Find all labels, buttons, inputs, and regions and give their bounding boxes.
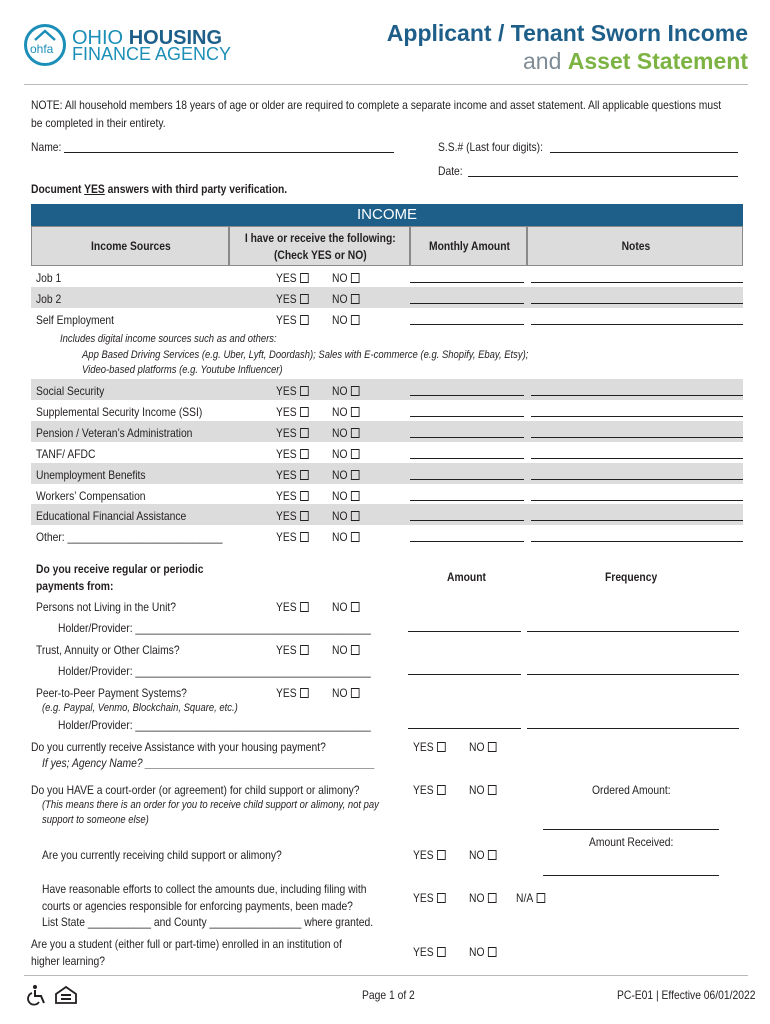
periodic-col-amount: Amount xyxy=(447,570,486,584)
checkbox[interactable] xyxy=(351,602,360,612)
periodic-row-no[interactable] xyxy=(332,600,360,614)
efforts-no[interactable]: NO xyxy=(469,891,497,905)
notes-field[interactable] xyxy=(531,416,743,417)
periodic-amount-field[interactable] xyxy=(408,631,521,632)
name-field[interactable] xyxy=(64,152,394,153)
page-title-line-1: Applicant / Tenant Sworn Income xyxy=(386,20,748,46)
income-row-yes[interactable] xyxy=(276,292,309,306)
notes-field[interactable] xyxy=(531,324,743,325)
student-yes[interactable]: YES xyxy=(413,945,446,959)
periodic-row-yes[interactable] xyxy=(276,600,309,614)
logo-ohio: OHIO xyxy=(72,27,124,49)
income-row-no[interactable] xyxy=(332,384,360,398)
income-source-label: Social Security xyxy=(36,384,105,398)
periodic-heading-2: payments from: xyxy=(36,579,114,593)
checkbox[interactable] xyxy=(300,428,309,438)
income-row-yes[interactable] xyxy=(276,447,309,461)
income-row-no[interactable] xyxy=(332,313,360,327)
court-question: Do you HAVE a court-order (or agreement) for child support or alimony? xyxy=(31,783,360,797)
income-row-no-label: NO xyxy=(332,404,348,419)
income-row-no-label: NO xyxy=(332,530,348,545)
income-row-no[interactable] xyxy=(332,426,360,440)
income-row-yes-label: YES xyxy=(276,384,297,398)
income-row-yes[interactable] xyxy=(276,405,309,419)
ohfa-logo-mark xyxy=(24,24,66,66)
checkbox[interactable] xyxy=(488,785,497,795)
checkbox[interactable] xyxy=(351,386,360,396)
periodic-amount-field[interactable] xyxy=(408,728,521,729)
ssn-field[interactable] xyxy=(550,152,738,153)
income-row-no-label: NO xyxy=(332,425,348,440)
doc-note-pre: Document xyxy=(31,182,82,196)
accessibility-icon xyxy=(26,984,48,1006)
receiving-question: Are you currently receiving child support or alimony? xyxy=(42,848,282,862)
periodic-frequency-field[interactable] xyxy=(527,728,739,729)
income-row-yes-label: YES xyxy=(276,312,297,327)
checkbox[interactable] xyxy=(300,645,309,655)
p2p-note: (e.g. Paypal, Venmo, Blockchain, Square, etc.) xyxy=(42,702,238,714)
checkbox[interactable] xyxy=(351,428,360,438)
court-no[interactable]: NO xyxy=(469,783,497,797)
checkbox[interactable] xyxy=(351,407,360,417)
monthly-amount-field[interactable] xyxy=(410,541,524,542)
doc-note-post: answers with third party verification. xyxy=(107,182,288,196)
checkbox[interactable] xyxy=(300,470,309,480)
income-source-label: Workers’ Compensation xyxy=(36,488,146,503)
notes-field[interactable] xyxy=(531,437,743,438)
document-note xyxy=(31,182,287,196)
checkbox[interactable] xyxy=(351,491,360,501)
notes-field[interactable] xyxy=(531,395,743,396)
income-row-no[interactable] xyxy=(332,530,360,544)
logo-housing: HOUSING xyxy=(128,27,223,49)
amount-received-field[interactable] xyxy=(543,875,719,876)
income-source-label: TANF/ AFDC xyxy=(36,446,96,461)
col-have-label-2: (Check YES or NO) xyxy=(273,248,367,262)
income-source-label: Job 2 xyxy=(36,291,62,306)
income-row-yes-label: YES xyxy=(276,291,297,306)
income-source-label: Unemployment Benefits xyxy=(36,467,146,482)
checkbox[interactable] xyxy=(300,273,309,283)
notes-field[interactable] xyxy=(531,541,743,542)
income-row-yes-label: YES xyxy=(276,530,297,545)
student-no[interactable]: NO xyxy=(469,945,497,959)
checkbox[interactable] xyxy=(351,645,360,655)
checkbox[interactable] xyxy=(300,386,309,396)
doc-note-yes: YES xyxy=(84,182,105,196)
income-row-no-label: NO xyxy=(332,312,348,327)
amount-received-label: Amount Received: xyxy=(589,835,674,849)
assist-question: Do you currently receive Assistance with your housing payment? xyxy=(31,740,326,754)
income-row-no[interactable] xyxy=(332,468,360,482)
col-notes-label: Notes xyxy=(621,239,651,253)
receiving-yes[interactable]: YES xyxy=(413,848,446,862)
income-row-yes-label: YES xyxy=(276,488,297,503)
income-row-yes[interactable] xyxy=(276,271,309,285)
income-row-yes[interactable] xyxy=(276,468,309,482)
checkbox[interactable] xyxy=(351,449,360,459)
checkbox[interactable] xyxy=(300,491,309,501)
checkbox[interactable] xyxy=(300,294,309,304)
checkbox[interactable] xyxy=(300,532,309,542)
monthly-amount-field[interactable] xyxy=(410,479,524,480)
periodic-row-no-label: NO xyxy=(332,600,348,614)
efforts-yes[interactable]: YES xyxy=(413,891,446,905)
digital-note-1: Includes digital income sources such as and others: xyxy=(60,333,277,345)
efforts-question-1: Have reasonable efforts to collect the amounts due, including filing with xyxy=(42,882,367,896)
income-title-bar xyxy=(31,204,743,226)
periodic-row-no[interactable] xyxy=(332,686,360,700)
efforts-question-3: List State ___________ and County ________________ where granted. xyxy=(42,915,374,929)
income-source-label: Other: ___________________________ xyxy=(36,530,223,545)
checkbox[interactable] xyxy=(300,449,309,459)
checkbox[interactable] xyxy=(300,688,309,698)
checkbox[interactable] xyxy=(488,947,497,957)
page-number: Page 1 of 2 xyxy=(362,988,415,1002)
title-and: and xyxy=(523,48,562,74)
notes-field[interactable] xyxy=(531,303,743,304)
checkbox[interactable] xyxy=(351,688,360,698)
checkbox[interactable] xyxy=(437,742,446,752)
receiving-no[interactable]: NO xyxy=(469,848,497,862)
income-row-yes[interactable] xyxy=(276,509,309,523)
monthly-amount-field[interactable] xyxy=(410,500,524,501)
checkbox[interactable] xyxy=(351,470,360,480)
holder-provider-label: Holder/Provider: _________________________________________ xyxy=(58,664,371,678)
checkbox[interactable] xyxy=(300,511,309,521)
checkbox[interactable] xyxy=(300,315,309,325)
income-row-no-label: NO xyxy=(332,271,348,285)
periodic-amount-field[interactable] xyxy=(408,674,521,675)
court-note-1: (This means there is an order for you to receive child support or alimony, not pay xyxy=(42,799,379,811)
periodic-row-yes[interactable] xyxy=(276,686,309,700)
income-row-yes[interactable] xyxy=(276,489,309,503)
income-row-no[interactable] xyxy=(332,447,360,461)
income-row-no[interactable] xyxy=(332,292,360,306)
periodic-row-yes[interactable] xyxy=(276,643,309,657)
assist-agency: If yes; Agency Name? ________________________________________ xyxy=(42,756,376,770)
periodic-row-no[interactable] xyxy=(332,643,360,657)
notes-field[interactable] xyxy=(531,520,743,521)
ordered-amount-label: Ordered Amount: xyxy=(592,783,671,797)
monthly-amount-field[interactable] xyxy=(410,458,524,459)
header-divider xyxy=(24,84,748,85)
periodic-item-label: Peer-to-Peer Payment Systems? xyxy=(36,686,187,700)
logo-mark-text: ohfa xyxy=(30,42,54,56)
periodic-col-frequency: Frequency xyxy=(605,570,658,584)
checkbox[interactable] xyxy=(437,850,446,860)
monthly-amount-field[interactable] xyxy=(410,437,524,438)
row-shade xyxy=(31,379,743,400)
row-shade xyxy=(31,287,743,308)
income-source-label: Pension / Veteran’s Administration xyxy=(36,425,193,440)
periodic-row-yes-label: YES xyxy=(276,600,297,614)
checkbox[interactable] xyxy=(351,273,360,283)
equal-housing-icon xyxy=(54,985,78,1005)
periodic-item-label: Trust, Annuity or Other Claims? xyxy=(36,643,180,657)
ordered-amount-field[interactable] xyxy=(543,829,719,830)
income-source-label: Job 1 xyxy=(36,271,62,285)
date-label: Date: xyxy=(438,164,463,178)
checkbox[interactable] xyxy=(488,850,497,860)
income-row-no[interactable] xyxy=(332,405,360,419)
assist-yes[interactable]: YES xyxy=(413,740,446,754)
house-roof-icon xyxy=(33,29,57,41)
periodic-item-label: Persons not Living in the Unit? xyxy=(36,600,176,614)
col-have-receive xyxy=(229,226,410,266)
income-source-label: Self Employment xyxy=(36,312,115,327)
income-source-label: Educational Financial Assistance xyxy=(36,509,187,524)
monthly-amount-field[interactable] xyxy=(410,282,524,283)
col-income-sources-label: Income Sources xyxy=(91,239,171,253)
col-monthly-amount-label: Monthly Amount xyxy=(428,239,510,253)
periodic-row-yes-label: YES xyxy=(276,686,297,700)
court-yes[interactable]: YES xyxy=(413,783,446,797)
monthly-amount-field[interactable] xyxy=(410,416,524,417)
periodic-frequency-field[interactable] xyxy=(527,631,739,632)
efforts-na[interactable]: N/A xyxy=(516,891,545,905)
income-row-yes-label: YES xyxy=(276,271,297,285)
income-row-no-label: NO xyxy=(332,446,348,461)
name-label: Name: xyxy=(31,140,62,154)
notes-field[interactable] xyxy=(531,458,743,459)
student-question-1: Are you a student (either full or part-time) enrolled in an institution of xyxy=(31,937,342,951)
income-row-no-label: NO xyxy=(332,384,348,398)
note-line-2: be completed in their entirety. xyxy=(31,116,166,130)
income-row-no[interactable] xyxy=(332,271,360,285)
income-row-yes-label: YES xyxy=(276,509,297,524)
col-income-sources xyxy=(31,226,229,266)
checkbox[interactable] xyxy=(351,511,360,521)
assist-no[interactable]: NO xyxy=(469,740,497,754)
periodic-row-no-label: NO xyxy=(332,643,348,657)
notes-field[interactable] xyxy=(531,282,743,283)
periodic-heading-1: Do you receive regular or periodic xyxy=(36,562,204,576)
monthly-amount-field[interactable] xyxy=(410,303,524,304)
checkbox[interactable] xyxy=(488,742,497,752)
title-asset-statement: Asset Statement xyxy=(567,48,748,74)
income-row-yes[interactable] xyxy=(276,313,309,327)
income-row-yes-label: YES xyxy=(276,404,297,419)
income-row-no-label: NO xyxy=(332,509,348,524)
income-row-yes[interactable] xyxy=(276,530,309,544)
footer-divider xyxy=(24,975,748,976)
checkbox[interactable] xyxy=(437,893,446,903)
notes-field[interactable] xyxy=(531,500,743,501)
monthly-amount-field[interactable] xyxy=(410,520,524,521)
income-row-yes[interactable] xyxy=(276,384,309,398)
form-code: PC-E01 | Effective 06/01/2022 xyxy=(617,988,756,1002)
logo-line-2: FINANCE AGENCY xyxy=(72,44,232,64)
income-row-no[interactable] xyxy=(332,509,360,523)
income-source-label: Supplemental Security Income (SSI) xyxy=(36,404,203,419)
periodic-row-yes-label: YES xyxy=(276,643,297,657)
efforts-question-2: courts or agencies responsible for enforcing payments, been made? xyxy=(42,899,353,913)
checkbox[interactable] xyxy=(300,407,309,417)
income-row-no[interactable] xyxy=(332,489,360,503)
monthly-amount-field[interactable] xyxy=(410,324,524,325)
checkbox[interactable] xyxy=(351,294,360,304)
income-row-yes-label: YES xyxy=(276,467,297,482)
income-row-yes-label: YES xyxy=(276,446,297,461)
income-row-no-label: NO xyxy=(332,291,348,306)
income-row-yes[interactable] xyxy=(276,426,309,440)
checkbox[interactable] xyxy=(300,602,309,612)
col-notes xyxy=(527,226,743,266)
income-row-no-label: NO xyxy=(332,467,348,482)
note-line-1: NOTE: All household members 18 years of age or older are required to complete a separate income and asset statement. All applicable questions must xyxy=(31,98,722,112)
income-row-no-label: NO xyxy=(332,488,348,503)
income-row-yes-label: YES xyxy=(276,425,297,440)
checkbox[interactable] xyxy=(437,785,446,795)
page-title-line-2 xyxy=(523,48,748,75)
date-field[interactable] xyxy=(468,176,738,177)
periodic-frequency-field[interactable] xyxy=(527,674,739,675)
checkbox[interactable] xyxy=(351,315,360,325)
col-monthly-amount xyxy=(410,226,527,266)
checkbox[interactable] xyxy=(437,947,446,957)
digital-note-2: App Based Driving Services (e.g. Uber, Lyft, Doordash); Sales with E-commerce (e.g. Shopify, Ebay, Etsy); xyxy=(82,349,529,361)
notes-field[interactable] xyxy=(531,479,743,480)
periodic-row-no-label: NO xyxy=(332,686,348,700)
col-have-label-1: I have or receive the following: xyxy=(244,231,396,245)
student-question-2: higher learning? xyxy=(31,954,106,968)
monthly-amount-field[interactable] xyxy=(410,395,524,396)
digital-note-3: Video-based platforms (e.g. Youtube Influencer) xyxy=(82,364,283,376)
checkbox[interactable] xyxy=(488,893,497,903)
income-title: INCOME xyxy=(357,206,417,223)
holder-provider-label: Holder/Provider: _________________________________________ xyxy=(58,718,371,732)
ssn-label: S.S.# (Last four digits): xyxy=(438,140,543,154)
court-note-2: support to someone else) xyxy=(42,814,149,826)
checkbox[interactable] xyxy=(537,893,546,903)
checkbox[interactable] xyxy=(351,532,360,542)
holder-provider-label: Holder/Provider: _________________________________________ xyxy=(58,621,371,635)
